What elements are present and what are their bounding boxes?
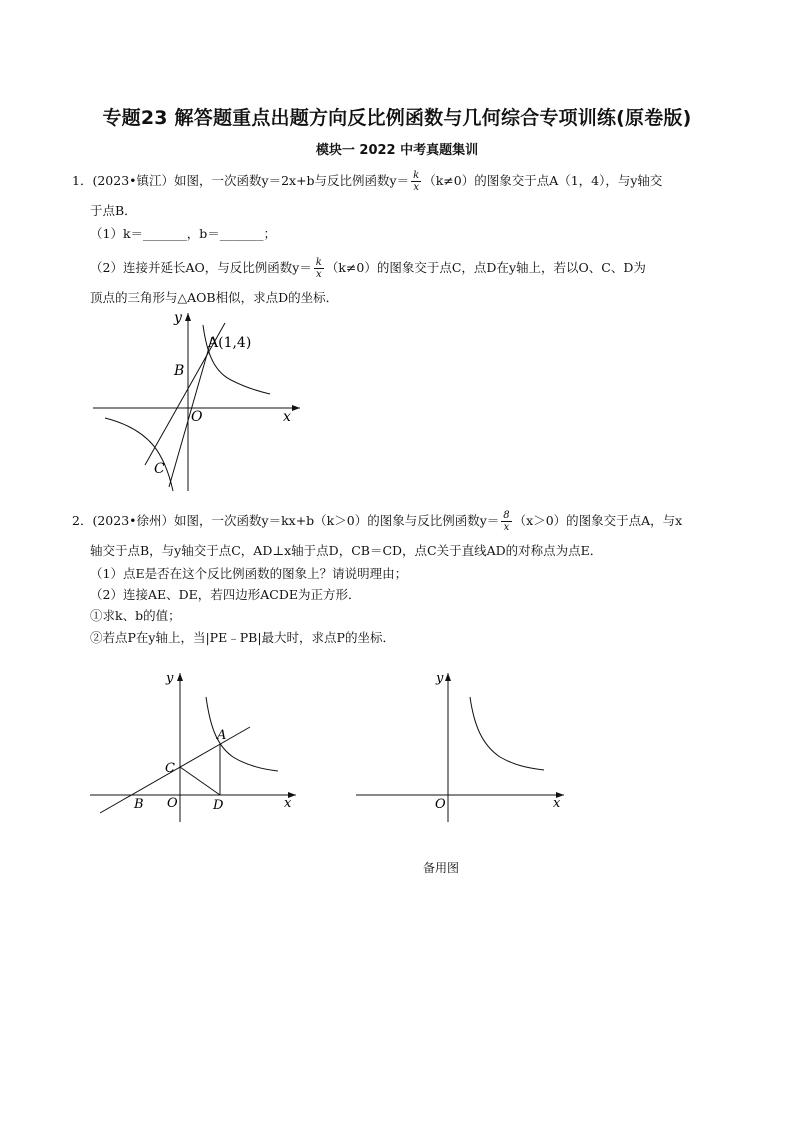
q2l-label-d: D: [213, 798, 224, 813]
q2-part2: （2）连接AE、DE，若四边形ACDE为正方形．: [90, 587, 361, 602]
q1-figure: [85, 305, 305, 495]
q2-frac-den: x: [503, 522, 510, 533]
q1-frac-num: k: [413, 170, 420, 181]
q2-part1: （1）点E是否在这个反比例函数的图象上？请说明理由；: [90, 566, 408, 581]
q1-label-x: x: [283, 409, 291, 425]
q1-label-b: B: [174, 363, 185, 379]
q2l-label-x: x: [284, 796, 292, 811]
q1-label-a: A(1,4): [208, 335, 252, 351]
section-subtitle: 模块一 2022 中考真题集训: [315, 143, 479, 158]
q1-part1: （1）k＝_______，b＝_______；: [90, 226, 277, 241]
q2l-label-o: O: [167, 796, 178, 811]
q1-line2: 于点B．: [90, 203, 137, 218]
q1-part2-frac-den: x: [316, 269, 322, 280]
q1-label-c: C: [154, 461, 165, 477]
q2l-label-c: C: [165, 761, 175, 776]
page-title: 专题23 解答题重点出题方向反比例函数与几何综合专项训练(原卷版): [102, 107, 692, 129]
q2-fraction: [501, 510, 511, 533]
q1-frac-den: x: [413, 182, 419, 193]
q1-x-arrow-icon: [292, 405, 300, 411]
q2-frac-num: 8: [503, 510, 510, 521]
q1-line1-text-b: （k≠0）的图象交于点A（1，4），与y轴交: [423, 173, 663, 188]
q2l-y-arrow-icon: [177, 673, 183, 681]
q1-part2-frac-num: k: [315, 257, 322, 268]
q1-part2-line2: 顶点的三角形与△AOB相似，求点D的坐标．: [90, 290, 339, 305]
q2r-label-x: x: [553, 796, 561, 811]
q1-part2-text-a: （2）连接并延长AO，与反比例函数y＝: [90, 260, 312, 275]
q2l-label-y: y: [166, 671, 174, 686]
q2-figure-left: [88, 665, 303, 825]
q2r-label-y: y: [436, 671, 444, 686]
q1-y-arrow-icon: [185, 313, 191, 321]
q2-line1-text-b: （x＞0）的图象交于点A，与x: [513, 513, 683, 528]
q2-backup-caption: 备用图: [423, 861, 460, 875]
q2l-label-b: B: [134, 797, 144, 812]
q1-line1-text-a: 1．(2023•镇江）如图，一次函数y＝2x+b与反比例函数y＝: [72, 173, 410, 188]
q1-part2-line1: [90, 257, 646, 280]
q1-fraction: [411, 170, 421, 193]
q2-line1: [72, 510, 682, 533]
q2l-label-a: A: [217, 728, 227, 743]
q2-figure-right: [352, 665, 572, 825]
q1-part2-text-b: （k≠0）的图象交于点C，点D在y轴上，若以O、C、D为: [325, 260, 646, 275]
q2l-segment-cd: [180, 767, 220, 795]
q1-label-y: y: [174, 310, 182, 326]
q2-sub1: ①求k、b的值；: [90, 608, 181, 623]
q1-part2-fraction: [314, 257, 324, 280]
q1-label-o: O: [191, 409, 203, 425]
q2-sub2: ②若点P在y轴上，当|PE﹣PB|最大时，求点P的坐标．: [90, 630, 395, 645]
q2r-hyperbola: [470, 697, 544, 770]
q2-line2: 轴交于点B，与y轴交于点C，AD⊥x轴于点D，CB＝CD，点C关于直线AD的对称点为点E．: [90, 543, 603, 558]
q2r-y-arrow-icon: [445, 673, 451, 681]
q1-hyperbola-branch-2: [105, 418, 173, 491]
q2-line1-text-a: 2．(2023•徐州）如图，一次函数y＝kx+b（k＞0）的图象与反比例函数y＝: [72, 513, 500, 528]
q1-line1: [72, 170, 662, 193]
q2r-label-o: O: [435, 797, 446, 812]
